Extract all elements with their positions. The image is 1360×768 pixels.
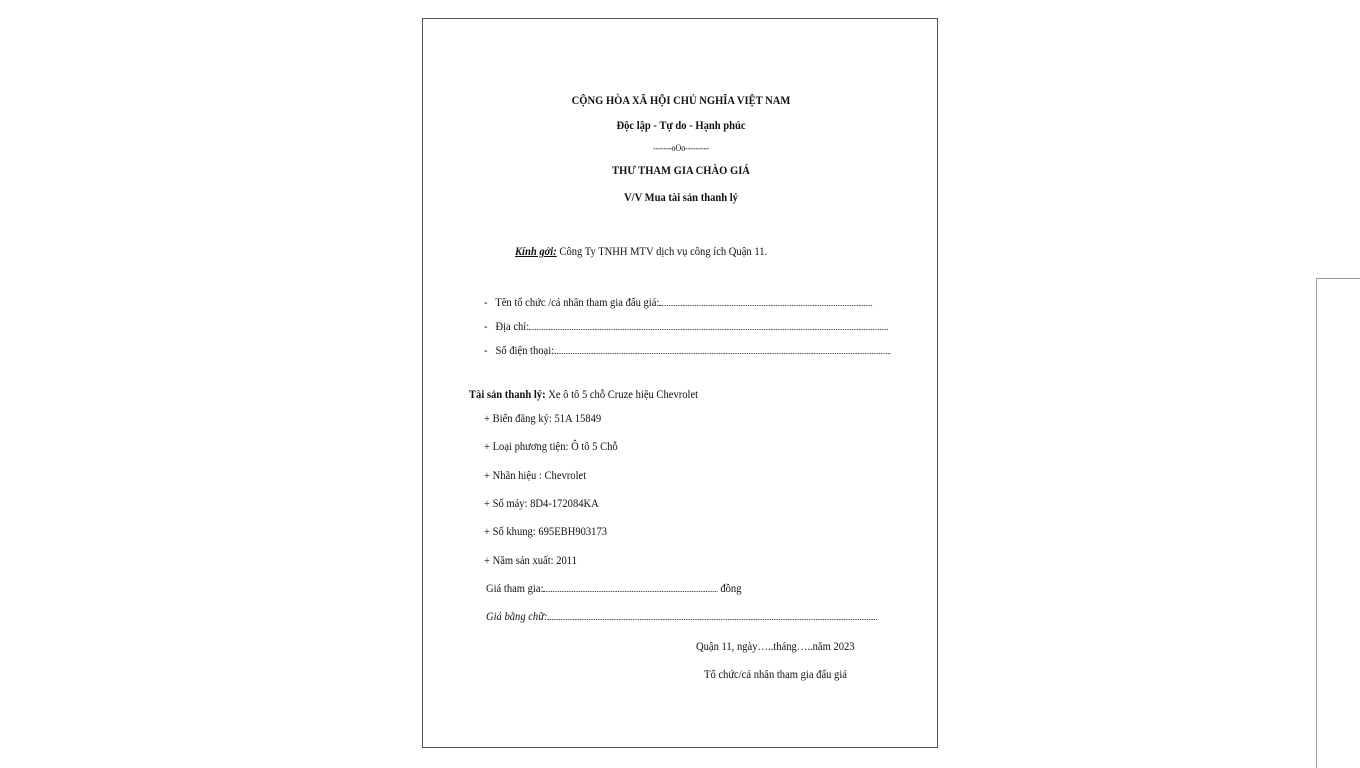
field-bullet: - bbox=[484, 295, 488, 309]
field-bullet: - bbox=[484, 319, 488, 333]
salutation-recipient: Công Ty TNHH MTV dịch vụ công ích Quận 11. bbox=[559, 244, 768, 258]
price-unit: đồng bbox=[720, 581, 742, 595]
asset-detail-chassis: + Số khung: 695EBH903173 bbox=[484, 524, 608, 538]
document-page bbox=[422, 18, 938, 748]
place-date: Quận 11, ngày…..tháng…..năm 2023 bbox=[696, 639, 855, 653]
field-label-phone: Số điện thoại: bbox=[495, 343, 555, 357]
asset-detail-year: + Năm sản xuất: 2011 bbox=[484, 553, 577, 567]
signer: Tổ chức/cá nhân tham gia đấu giá bbox=[704, 667, 847, 681]
asset-detail-engine: + Số máy: 8D4-172084KA bbox=[484, 496, 599, 510]
header-divider: -------oOo--------- bbox=[653, 143, 709, 153]
dotted-fill-line bbox=[547, 610, 876, 620]
document-title: THƯ THAM GIA CHÀO GIÁ bbox=[612, 163, 750, 177]
dotted-fill-line bbox=[659, 296, 872, 306]
field-organization bbox=[484, 295, 872, 309]
salutation bbox=[515, 244, 767, 258]
asset-label: Tài sản thanh lý: bbox=[469, 387, 546, 401]
asset-detail-vehicle-type: + Loại phương tiện: Ô tô 5 Chỗ bbox=[484, 439, 618, 453]
document-subject: V/V Mua tài sản thanh lý bbox=[624, 190, 738, 204]
dotted-fill-line bbox=[529, 320, 888, 330]
country-header: CỘNG HÒA XÃ HỘI CHỦ NGHĨA VIỆT NAM bbox=[571, 93, 791, 107]
asset-name: Xe ô tô 5 chỗ Cruze hiệu Chevrolet bbox=[548, 387, 699, 401]
field-bullet: - bbox=[484, 343, 488, 357]
price-in-words-label: Giá bằng chữ: bbox=[486, 609, 548, 623]
field-label-address: Địa chỉ: bbox=[495, 319, 530, 333]
price-line bbox=[486, 581, 741, 595]
motto: Độc lập - Tự do - Hạnh phúc bbox=[616, 118, 746, 132]
asset-detail-plate: + Biển đăng ký: 51A 15849 bbox=[484, 411, 602, 425]
field-phone bbox=[484, 343, 890, 357]
dotted-fill-line bbox=[554, 344, 890, 354]
side-panel bbox=[1316, 278, 1360, 768]
price-label: Giá tham gia: bbox=[486, 581, 544, 595]
field-label-organization: Tên tổ chức /cá nhân tham gia đấu giá: bbox=[495, 295, 660, 309]
price-in-words-line bbox=[486, 609, 877, 623]
asset-heading bbox=[469, 387, 698, 401]
field-address bbox=[484, 319, 888, 333]
dotted-fill-line bbox=[543, 582, 717, 592]
asset-detail-brand: + Nhãn hiệu : Chevrolet bbox=[484, 468, 587, 482]
salutation-label: Kính gởi: bbox=[515, 244, 557, 258]
